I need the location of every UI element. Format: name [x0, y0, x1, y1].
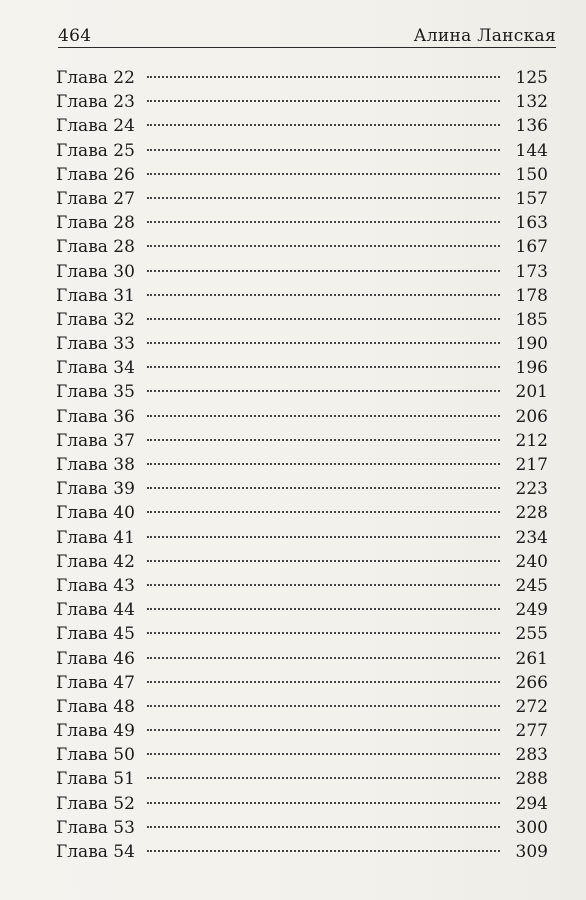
- dot-leader: [147, 705, 500, 707]
- toc-chapter-title: Глава 36: [56, 406, 135, 427]
- toc-page-number: 217: [515, 455, 548, 475]
- toc-page-number: 272: [515, 696, 548, 717]
- dot-leader: [147, 76, 500, 78]
- toc-entry: [56, 743, 548, 767]
- toc-chapter-title: Глава 30: [56, 261, 135, 282]
- toc-page-number: 266: [515, 672, 548, 693]
- dot-leader: [147, 753, 500, 755]
- dot-leader: [147, 681, 500, 683]
- dot-leader: [147, 511, 500, 513]
- dot-leader: [147, 826, 500, 828]
- toc-entry: [56, 719, 548, 743]
- toc-entry: [56, 139, 548, 163]
- toc-chapter-title: Глава 25: [56, 140, 135, 161]
- dot-leader: [147, 536, 500, 538]
- toc-chapter-title: Глава 54: [56, 842, 135, 862]
- toc-page-number: 201: [515, 382, 548, 403]
- toc-chapter-title: Глава 37: [56, 430, 135, 451]
- page-number: 464: [58, 26, 92, 46]
- toc-chapter-title: Глава 27: [56, 188, 135, 209]
- toc-entry: [56, 501, 548, 525]
- dot-leader: [147, 777, 500, 779]
- toc-page-number: 132: [515, 92, 548, 113]
- header-rule: [58, 47, 556, 48]
- toc-page-number: 150: [515, 164, 548, 185]
- toc-entry: [56, 453, 548, 477]
- toc-chapter-title: Глава 42: [56, 551, 135, 572]
- toc-page-number: 245: [515, 575, 548, 596]
- toc-page-number: 196: [515, 358, 548, 379]
- toc-chapter-title: Глава 43: [56, 575, 135, 596]
- toc-entry: [56, 622, 548, 646]
- toc-page-number: 294: [515, 793, 548, 814]
- toc-page-number: 144: [515, 140, 548, 161]
- toc-page-number: 228: [515, 503, 548, 524]
- dot-leader: [147, 608, 500, 610]
- toc-entry: [56, 671, 548, 695]
- toc-entry: [56, 526, 548, 550]
- toc-chapter-title: Глава 48: [56, 696, 135, 717]
- dot-leader: [147, 342, 500, 344]
- toc-entry: [56, 574, 548, 598]
- toc-chapter-title: Глава 34: [56, 358, 135, 379]
- dot-leader: [147, 850, 500, 852]
- dot-leader: [147, 439, 500, 441]
- toc-chapter-title: Глава 52: [56, 793, 135, 814]
- toc-chapter-title: Глава 46: [56, 648, 135, 669]
- running-header: [58, 14, 556, 46]
- toc-chapter-title: Глава 50: [56, 745, 135, 766]
- toc-chapter-title: Глава 23: [56, 92, 135, 113]
- toc-entry: [56, 235, 548, 259]
- dot-leader: [147, 366, 500, 368]
- toc-entry: [56, 767, 548, 791]
- toc-page-number: 249: [515, 600, 548, 621]
- toc-page-number: 234: [515, 527, 548, 548]
- toc-page-number: 185: [515, 309, 548, 330]
- toc-chapter-title: Глава 44: [56, 600, 135, 621]
- toc-entry: [56, 695, 548, 719]
- toc-page-number: 206: [515, 406, 548, 427]
- dot-leader: [147, 584, 500, 586]
- toc-chapter-title: Глава 28: [56, 213, 135, 234]
- toc-chapter-title: Глава 31: [56, 285, 135, 306]
- toc-page-number: 309: [515, 842, 548, 862]
- toc-entry: [56, 405, 548, 429]
- toc-chapter-title: Глава 41: [56, 527, 135, 548]
- toc-page-number: 255: [515, 624, 548, 645]
- running-title: Алина Ланская: [413, 26, 556, 46]
- dot-leader: [147, 245, 500, 247]
- toc-entry: [56, 598, 548, 622]
- dot-leader: [147, 802, 500, 804]
- toc-page-number: 283: [515, 745, 548, 766]
- toc-page-number: 163: [515, 213, 548, 234]
- toc-entry: [56, 260, 548, 284]
- toc-page-number: 173: [515, 261, 548, 282]
- toc-entry: [56, 114, 548, 138]
- dot-leader: [147, 390, 500, 392]
- toc-page-number: 212: [515, 430, 548, 451]
- toc-page-number: 125: [515, 68, 548, 88]
- toc-chapter-title: Глава 33: [56, 334, 135, 355]
- toc-entry: [56, 308, 548, 332]
- toc-entry: [56, 550, 548, 574]
- toc-entry: [56, 90, 548, 114]
- dot-leader: [147, 657, 500, 659]
- toc-entry: [56, 429, 548, 453]
- dot-leader: [147, 173, 500, 175]
- toc-page-number: 223: [515, 479, 548, 500]
- toc-entry: [56, 647, 548, 671]
- toc-entry: [56, 816, 548, 840]
- toc-chapter-title: Глава 51: [56, 769, 135, 790]
- toc-entry: [56, 477, 548, 501]
- dot-leader: [147, 221, 500, 223]
- toc-entry: [56, 187, 548, 211]
- toc-chapter-title: Глава 47: [56, 672, 135, 693]
- toc-entry: [56, 792, 548, 816]
- dot-leader: [147, 197, 500, 199]
- dot-leader: [147, 149, 500, 151]
- toc-chapter-title: Глава 39: [56, 479, 135, 500]
- toc-chapter-title: Глава 49: [56, 721, 135, 742]
- toc-chapter-title: Глава 53: [56, 817, 135, 838]
- dot-leader: [147, 318, 500, 320]
- toc-page-number: 240: [515, 551, 548, 572]
- toc-page-number: 178: [515, 285, 548, 306]
- dot-leader: [147, 632, 500, 634]
- toc-chapter-title: Глава 28: [56, 237, 135, 258]
- toc-chapter-title: Глава 32: [56, 309, 135, 330]
- toc-entry: [56, 211, 548, 235]
- toc-chapter-title: Глава 22: [56, 68, 135, 88]
- table-of-contents: [56, 66, 548, 864]
- toc-entry: [56, 284, 548, 308]
- dot-leader: [147, 487, 500, 489]
- dot-leader: [147, 463, 500, 465]
- toc-entry: [56, 356, 548, 380]
- dot-leader: [147, 124, 500, 126]
- dot-leader: [147, 560, 500, 562]
- toc-entry: [56, 163, 548, 187]
- toc-chapter-title: Глава 38: [56, 455, 135, 475]
- dot-leader: [147, 729, 500, 731]
- toc-page-number: 288: [515, 769, 548, 790]
- toc-chapter-title: Глава 45: [56, 624, 135, 645]
- toc-chapter-title: Глава 26: [56, 164, 135, 185]
- toc-chapter-title: Глава 24: [56, 116, 135, 137]
- toc-page-number: 167: [515, 237, 548, 258]
- toc-page-number: 261: [515, 648, 548, 669]
- toc-chapter-title: Глава 40: [56, 503, 135, 524]
- dot-leader: [147, 100, 500, 102]
- toc-page-number: 157: [515, 188, 548, 209]
- toc-page-number: 300: [515, 817, 548, 838]
- dot-leader: [147, 415, 500, 417]
- toc-entry: [56, 380, 548, 404]
- dot-leader: [147, 270, 500, 272]
- toc-page-number: 136: [515, 116, 548, 137]
- toc-entry: [56, 332, 548, 356]
- toc-chapter-title: Глава 35: [56, 382, 135, 403]
- toc-entry: [56, 840, 548, 864]
- toc-page-number: 277: [515, 721, 548, 742]
- toc-page-number: 190: [515, 334, 548, 355]
- dot-leader: [147, 294, 500, 296]
- toc-entry: [56, 66, 548, 90]
